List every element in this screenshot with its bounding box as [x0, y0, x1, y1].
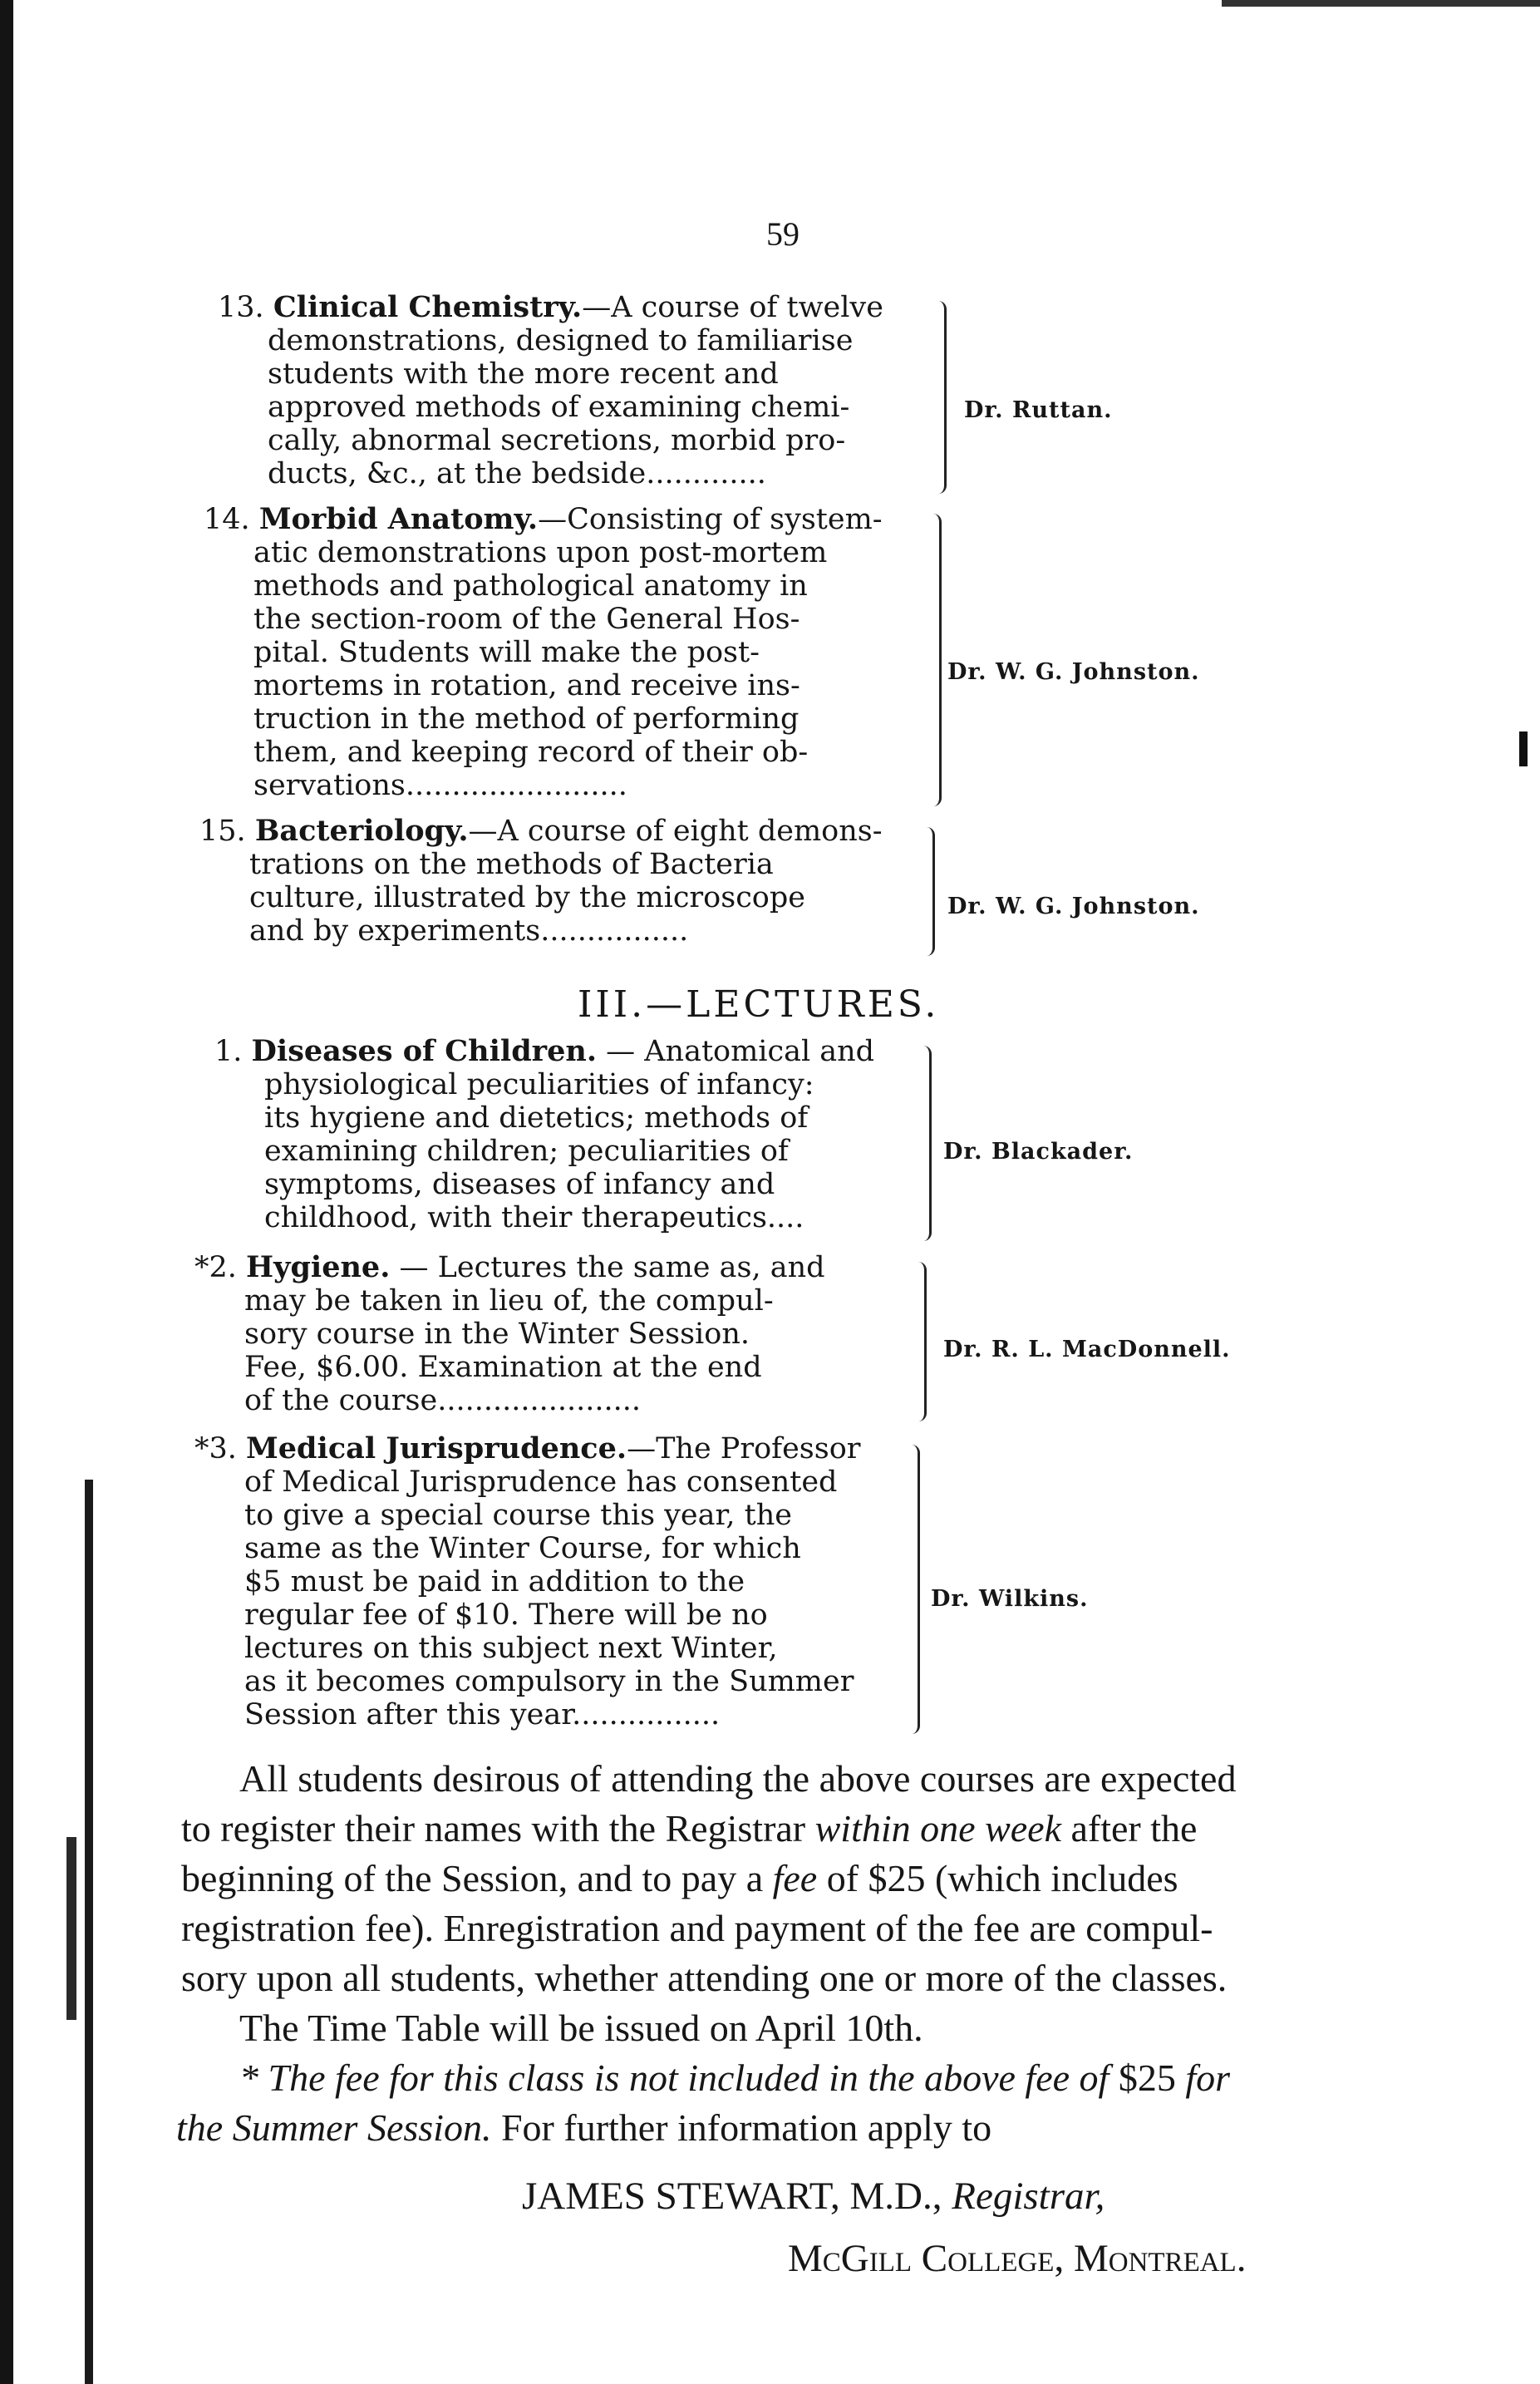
- notice-line: All students desirous of attending the above courses are expected: [239, 1757, 1237, 1800]
- entry-title: Morbid Anatomy.: [258, 502, 539, 536]
- entry-title: Clinical Chemistry.: [273, 290, 583, 324]
- entry-text: — Anatomical and: [597, 1035, 875, 1068]
- brace: [909, 1445, 920, 1734]
- entry-number: *3.: [194, 1432, 237, 1465]
- binding-edge: [0, 0, 13, 2384]
- instructor-name: Dr. R. L. MacDonnell.: [943, 1337, 1231, 1362]
- entry-number: 14.: [204, 503, 250, 536]
- entry-line: and by experiments................: [249, 914, 689, 948]
- instructor-name: Dr. Ruttan.: [964, 397, 1113, 423]
- entry-line: its hygiene and dietetics; methods of: [264, 1101, 809, 1135]
- entry-text: —The Professor: [627, 1432, 861, 1465]
- entry-line: sory course in the Winter Session.: [244, 1318, 750, 1351]
- entry-line: pital. Students will make the post-: [253, 636, 760, 669]
- entry-line: to give a special course this year, the: [244, 1499, 792, 1532]
- lecture-entry-2: [194, 1251, 926, 1417]
- entry-number: *2.: [194, 1251, 237, 1284]
- notice-line: beginning of the Session, and to pay a fee of $25 (which includes: [181, 1857, 1178, 1899]
- entry-line: lectures on this subject next Winter,: [244, 1632, 778, 1665]
- brace: [936, 301, 947, 494]
- entry-line: them, and keeping record of their ob-: [253, 736, 809, 769]
- entry-title: Medical Jurisprudence.: [246, 1431, 627, 1465]
- entry-line: the section-room of the General Hos-: [253, 603, 800, 636]
- instructor-name: Dr. Blackader.: [943, 1139, 1134, 1165]
- entry-line: of the course......................: [244, 1384, 641, 1417]
- entry-line: childhood, with their therapeutics....: [264, 1201, 804, 1234]
- entry-number: 15.: [199, 815, 246, 848]
- instructor-name: Dr. W. G. Johnston.: [947, 659, 1200, 685]
- brace: [931, 514, 942, 806]
- entry-line: culture, illustrated by the microscope: [249, 881, 805, 914]
- entry-text: —A course of twelve: [582, 291, 883, 324]
- course-entry-15: [199, 815, 931, 948]
- top-edge-mark: [1222, 0, 1540, 7]
- entry-line: atic demonstrations upon post-mortem: [253, 536, 828, 569]
- entry-line: as it becomes compulsory in the Summer: [244, 1665, 854, 1698]
- entry-text: — Lectures the same as, and: [390, 1251, 825, 1284]
- right-edge-mark: [1519, 731, 1528, 766]
- brace: [924, 827, 935, 956]
- course-entry-13: [218, 291, 932, 490]
- entry-line: methods and pathological anatomy in: [253, 569, 808, 603]
- entry-line: cally, abnormal secretions, morbid pro-: [268, 424, 846, 457]
- entry-line: same as the Winter Course, for which: [244, 1532, 801, 1565]
- entry-text: —Consisting of system-: [538, 503, 883, 536]
- registrar-signature: JAMES STEWART, M.D., Registrar,: [522, 2175, 1105, 2218]
- entry-title: Bacteriology.: [254, 814, 469, 848]
- entry-line: approved methods of examining chemi-: [268, 391, 850, 424]
- entry-line: $5 must be paid in addition to the: [244, 1565, 745, 1598]
- instructor-name: Dr. Wilkins.: [931, 1586, 1089, 1612]
- brace: [921, 1046, 932, 1241]
- entry-line: students with the more recent and: [268, 357, 779, 391]
- entry-line: mortems in rotation, and receive ins-: [253, 669, 800, 702]
- notice-line: to register their names with the Registrar within one week after the: [181, 1807, 1198, 1850]
- page-number: 59: [766, 215, 800, 253]
- section-heading: III.—LECTURES.: [578, 983, 940, 1026]
- entry-number: 1.: [214, 1035, 243, 1068]
- entry-line: of Medical Jurisprudence has consented: [244, 1465, 838, 1499]
- entry-text: —A course of eight demons-: [468, 815, 883, 848]
- entry-line: Fee, $6.00. Examination at the end: [244, 1351, 762, 1384]
- entry-line: trations on the methods of Bacteria: [249, 848, 774, 881]
- entry-line: demonstrations, designed to familiarise: [268, 324, 854, 357]
- entry-line: physiological peculiarities of infancy:: [264, 1068, 814, 1101]
- entry-line: symptoms, diseases of infancy and: [264, 1168, 775, 1201]
- brace: [916, 1262, 927, 1421]
- course-entry-14: [204, 503, 935, 802]
- notice-line: sory upon all students, whether attending one or more of the classes.: [181, 1957, 1228, 1999]
- college-address: McGill College, Montreal.: [788, 2237, 1247, 2280]
- lecture-entry-3: [194, 1432, 918, 1731]
- fee-footnote: * The fee for this class is not included in the above fee of $25 for: [239, 2056, 1231, 2099]
- entry-line: ducts, &c., at the bedside.............: [268, 457, 766, 490]
- entry-line: regular fee of $10. There will be no: [244, 1598, 768, 1632]
- binding-edge-inner: [85, 1480, 93, 2384]
- entry-number: 13.: [218, 291, 264, 324]
- entry-line: truction in the method of performing: [253, 702, 800, 736]
- instructor-name: Dr. W. G. Johnston.: [947, 894, 1200, 919]
- fee-footnote-cont: the Summer Session. For further information apply to: [176, 2106, 992, 2149]
- entry-line: Session after this year................: [244, 1698, 721, 1731]
- lecture-entry-1: [214, 1035, 929, 1234]
- binding-edge-mark: [66, 1837, 76, 2020]
- entry-line: may be taken in lieu of, the compul-: [244, 1284, 774, 1318]
- notice-line: registration fee). Enregistration and payment of the fee are compul-: [181, 1907, 1213, 1949]
- entry-title: Hygiene.: [246, 1250, 391, 1284]
- entry-line: servations........................: [253, 769, 627, 802]
- entry-title: Diseases of Children.: [251, 1034, 598, 1068]
- timetable-note: The Time Table will be issued on April 10th.: [239, 2007, 923, 2049]
- entry-line: examining children; peculiarities of: [264, 1135, 789, 1168]
